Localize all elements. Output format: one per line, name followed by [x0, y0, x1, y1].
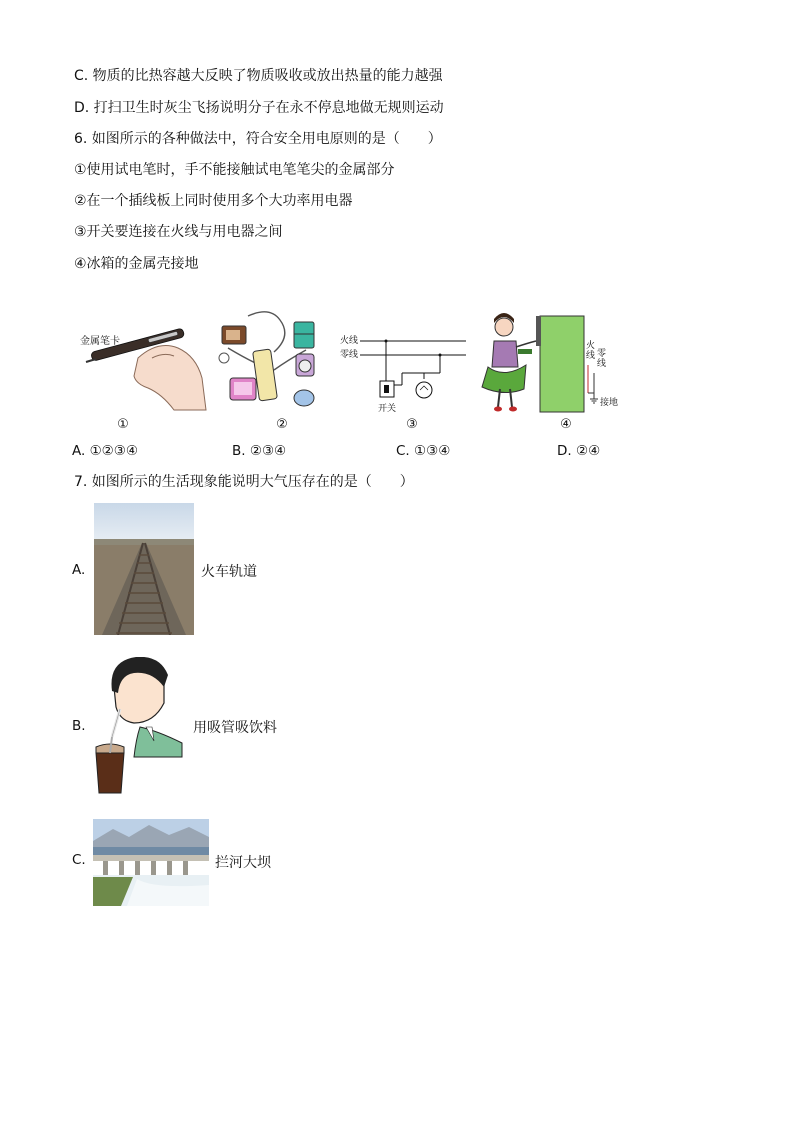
- figure-test-pen: [78, 318, 210, 412]
- question-6-stem: 6. 如图所示的各种做法中，符合安全用电原则的是（ ）: [74, 131, 442, 147]
- straw-drink-illustration: [94, 657, 184, 795]
- q6-option-a: A. ①②③④: [72, 443, 138, 459]
- ground-label: 接地: [600, 398, 619, 408]
- q7-option-c-letter: C.: [72, 852, 86, 868]
- q7-option-b-letter: B.: [72, 718, 86, 734]
- line-q5d: D. 打扫卫生时灰尘飞扬说明分子在永不停息地做无规则运动: [74, 100, 444, 116]
- question-7-stem: 7. 如图所示的生活现象能说明大气压存在的是（ ）: [74, 474, 414, 490]
- q7-option-c-text: 拦河大坝: [215, 855, 271, 871]
- zero-wire-label: 零线: [340, 350, 359, 360]
- caption-2: ②: [276, 417, 288, 432]
- switch-label: 开关: [378, 404, 397, 414]
- statement-2: ②在一个插线板上同时使用多个大功率用电器: [74, 193, 353, 209]
- q6-option-c: C. ①③④: [396, 443, 451, 459]
- statement-1: ①使用试电笔时，手不能接触试电笔笔尖的金属部分: [74, 162, 395, 178]
- q7-option-a-letter: A.: [72, 562, 86, 578]
- fridge-zero-wire-label: 零线: [597, 349, 607, 369]
- statement-4: ④冰箱的金属壳接地: [74, 256, 199, 272]
- caption-1: ①: [117, 417, 129, 432]
- q7-option-a-text: 火车轨道: [201, 564, 257, 580]
- fire-wire-label: 火线: [340, 336, 359, 346]
- line-q5c: C. 物质的比热容越大反映了物质吸收或放出热量的能力越强: [74, 68, 443, 84]
- pen-clip-label: 金属笔卡: [80, 336, 120, 347]
- power-strip-illustration: [218, 308, 324, 418]
- statement-3: ③开关要连接在火线与用电器之间: [74, 224, 283, 240]
- caption-4: ④: [560, 417, 572, 432]
- dam-photo: [93, 819, 209, 906]
- figure-fridge: [478, 313, 628, 415]
- caption-3: ③: [406, 417, 418, 432]
- railway-photo: [94, 503, 194, 635]
- q6-option-b: B. ②③④: [232, 443, 287, 459]
- q6-option-d: D. ②④: [557, 443, 601, 459]
- circuit-diagram: [338, 333, 468, 413]
- fridge-fire-wire-label: 火线: [586, 341, 596, 361]
- figure-circuit: [338, 333, 468, 413]
- q7-option-b-text: 用吸管吸饮料: [193, 720, 277, 736]
- figure-power-strip: [218, 308, 324, 418]
